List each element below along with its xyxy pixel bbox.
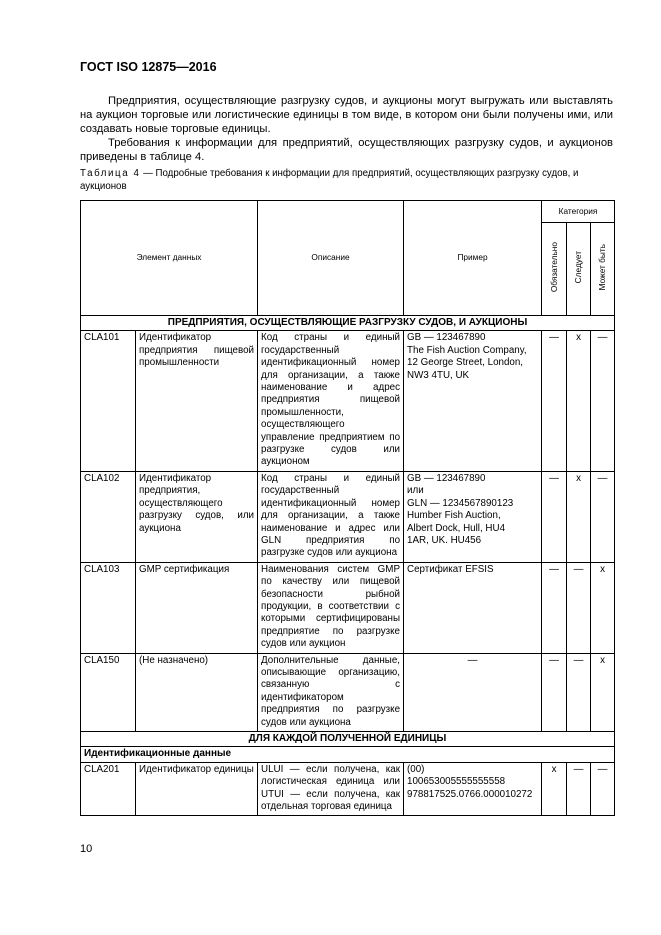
cell-description: ULUI — если получена, как логистическая единица или UTUI — если получена, как отдельная торговая единица [258, 762, 404, 816]
table-row [81, 471, 615, 562]
cell-element-name: Идентификатор единицы [136, 762, 258, 816]
section-row [81, 316, 615, 331]
section-row [81, 732, 615, 747]
cell-mandatory: — [542, 653, 567, 731]
cell-description: Наименования систем GMP по качеству или пищевой безопасности рыбной продукции, в соответствии с которыми сертифицированы предприятие по разгрузке судов или аукцион [258, 562, 404, 653]
cell-example: GB — 123467890 или GLN — 1234567890123 Humber Fish Auction, Albert Dock, Hull, HU4 1AR, UK. HU456 [404, 471, 542, 562]
table-row [81, 562, 615, 653]
cell-element-name: (Не назначено) [136, 653, 258, 731]
table-row [81, 653, 615, 731]
cell-may: x [591, 562, 615, 653]
cell-example: GB — 123467890 The Fish Auction Company, 12 George Street, London, NW3 4TU, UK [404, 331, 542, 471]
cell-example: — [404, 653, 542, 731]
header-category: Категория [542, 201, 615, 223]
cell-mandatory: x [542, 762, 567, 816]
cell-code: CLA101 [81, 331, 136, 471]
cell-should: x [567, 331, 591, 471]
table-caption [80, 168, 613, 193]
cell-code: CLA150 [81, 653, 136, 731]
header-data-element: Элемент данных [81, 201, 258, 316]
cell-should: x [567, 471, 591, 562]
cell-description: Код страны и единый государственный идентификационный номер для организации, а также наименование и адрес предприятия пищевой промышленности, осуществляющего управление предприятием по разгрузке судов или аукционом [258, 331, 404, 471]
cell-element-name: Идентификатор предприятия пищевой промышленности [136, 331, 258, 471]
subsection-title-identification: Идентификационные данные [81, 747, 615, 762]
header-description: Описание [258, 201, 404, 316]
cell-description: Код страны и единый государственный идентификационный номер для организации, а также наименование и адрес или GLN предприятия по разгрузке судов или аукциона [258, 471, 404, 562]
table-row [81, 331, 615, 471]
cell-mandatory: — [542, 471, 567, 562]
cell-code: CLA102 [81, 471, 136, 562]
cell-code: CLA103 [81, 562, 136, 653]
page-number: 10 [80, 843, 93, 855]
cell-example: Сертификат EFSIS [404, 562, 542, 653]
header-may: Может быть [591, 223, 615, 316]
cell-element-name: Идентификатор предприятия, осуществляющего разгрузку судов, или аукциона [136, 471, 258, 562]
header-example: Пример [404, 201, 542, 316]
section-title-enterprises: ПРЕДПРИЯТИЯ, ОСУЩЕСТВЛЯЮЩИЕ РАЗГРУЗКУ СУДОВ, И АУКЦИОНЫ [81, 316, 615, 331]
cell-should: — [567, 562, 591, 653]
header-mandatory: Обязательно [542, 223, 567, 316]
subsection-row [81, 747, 615, 762]
section-title-received-units: ДЛЯ КАЖДОЙ ПОЛУЧЕННОЙ ЕДИНИЦЫ [81, 732, 615, 747]
cell-element-name: GMP сертификация [136, 562, 258, 653]
cell-should: — [567, 762, 591, 816]
cell-example: (00) 100653005555555558 978817525.0766.000010272 [404, 762, 542, 816]
paragraph-1: Предприятия, осуществляющие разгрузку судов, и аукционы могут выгружать или выставлять на аукцион торговые или логистические единицы в том виде, в котором они были получены ими, или создавать новые торговые единицы. [80, 95, 613, 136]
header-should: Следует [567, 223, 591, 316]
cell-mandatory: — [542, 331, 567, 471]
table-caption-label: Таблица 4 [80, 168, 141, 179]
document-header: ГОСТ ISO 12875—2016 [80, 60, 217, 74]
header-row [81, 201, 615, 223]
table-caption-text: — Подробные требования к информации для предприятий, осуществляющих разгрузку судов, и аукционов [80, 168, 579, 192]
paragraph-2: Требования к информации для предприятий, осуществляющих разгрузку судов, и аукционов приведены в таблице 4. [80, 137, 613, 164]
requirements-table [80, 200, 615, 816]
cell-mandatory: — [542, 562, 567, 653]
cell-may: — [591, 762, 615, 816]
cell-may: — [591, 471, 615, 562]
table-row [81, 762, 615, 816]
cell-should: — [567, 653, 591, 731]
cell-may: x [591, 653, 615, 731]
cell-description: Дополнительные данные, описывающие организацию, связанную с идентификатором предприятия по разгрузке судов или аукциона [258, 653, 404, 731]
cell-may: — [591, 331, 615, 471]
cell-code: CLA201 [81, 762, 136, 816]
